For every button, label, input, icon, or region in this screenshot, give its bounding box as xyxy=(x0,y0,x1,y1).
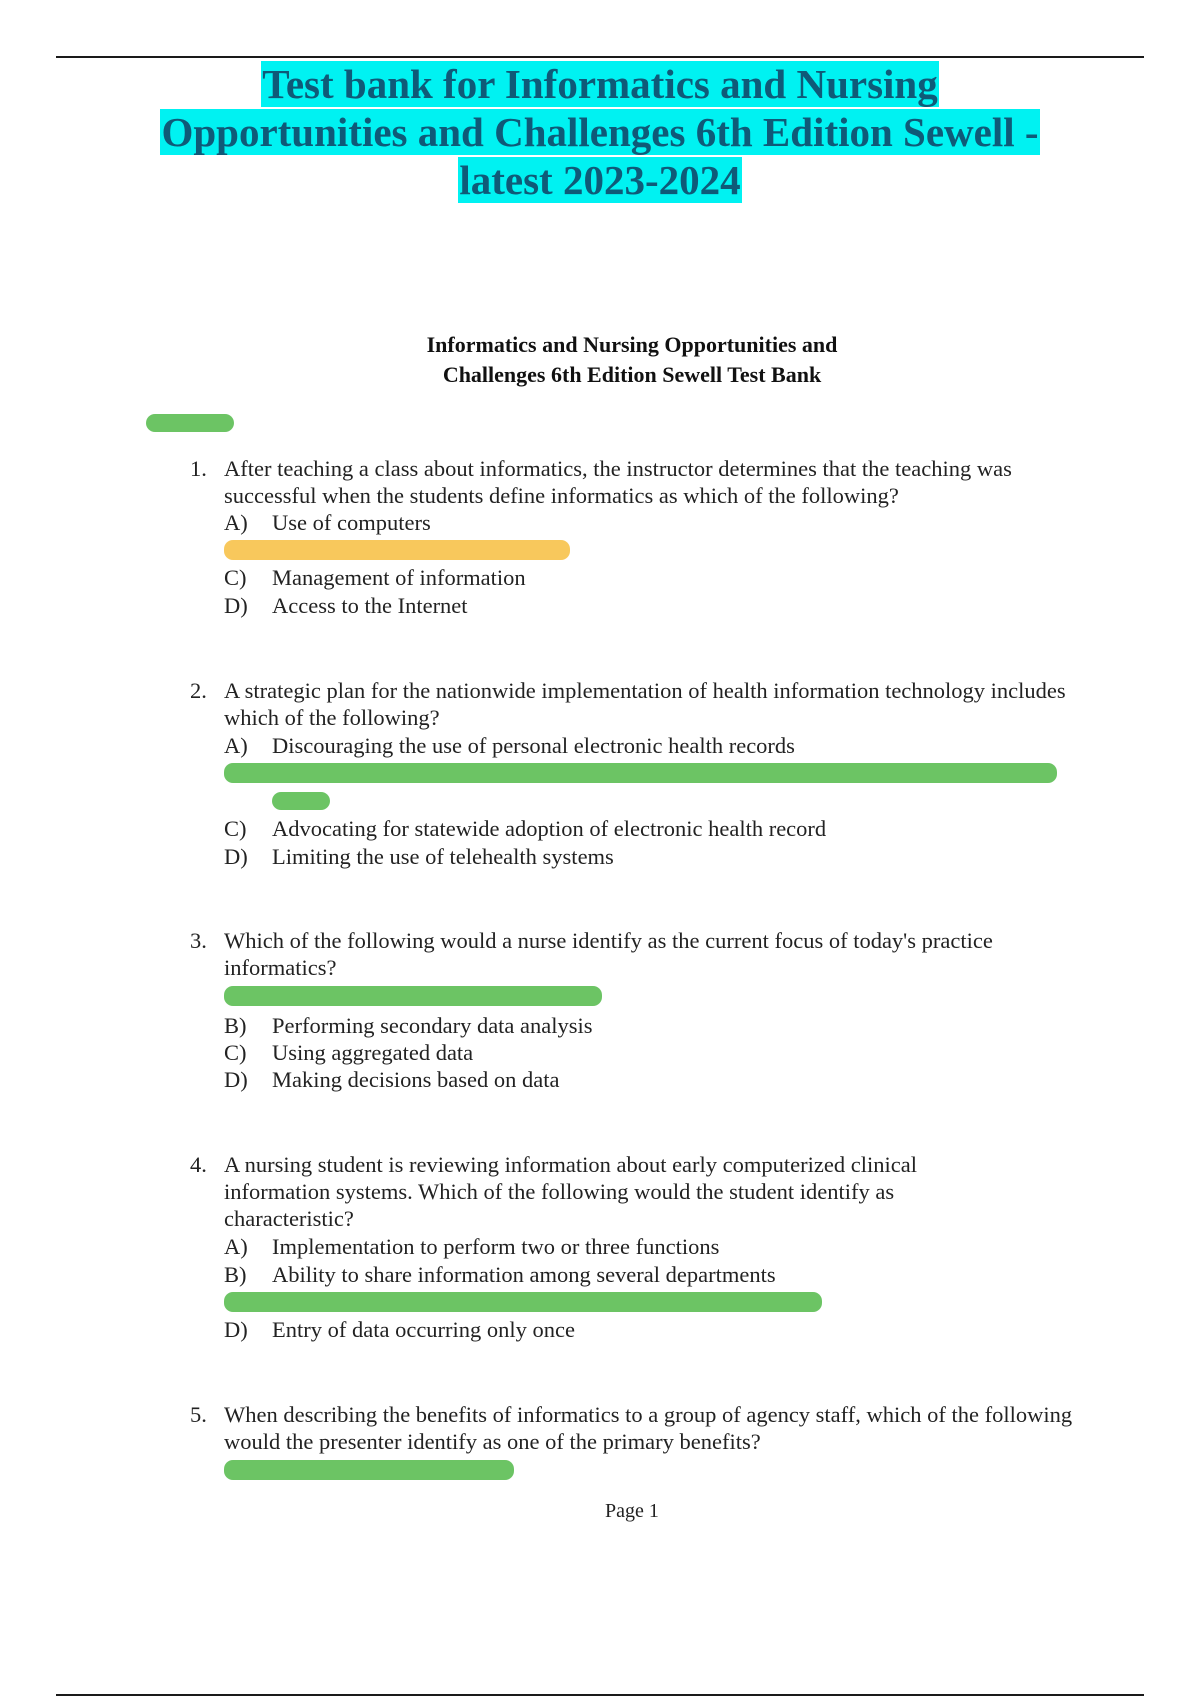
q3-option-d: D) Making decisions based on data xyxy=(224,1067,560,1092)
q4-option-a: A) Implementation to perform two or three functions xyxy=(224,1234,720,1259)
question-stem: After teaching a class about informatics, the instructor determines that the teaching was successful when the students define informatics as which of the following? xyxy=(224,456,1012,508)
question-stem: A strategic plan for the nationwide implementation of health information technology includes which of the following? xyxy=(224,678,1066,730)
q1-option-a: A) Use of computers xyxy=(224,510,431,535)
question-2 xyxy=(190,677,1090,733)
q4-option-d: D) Entry of data occurring only once xyxy=(224,1317,576,1342)
question-number: 2. xyxy=(190,678,207,703)
bottom-rule xyxy=(56,1694,1144,1696)
question-1 xyxy=(190,455,1090,511)
q3-option-b: B) Performing secondary data analysis xyxy=(224,1013,593,1038)
question-4 xyxy=(190,1151,1090,1233)
question-5 xyxy=(190,1401,1090,1457)
subtitle-line-1: Informatics and Nursing Opportunities and xyxy=(426,332,838,357)
q4-answer-highlight xyxy=(224,1292,822,1312)
question-3 xyxy=(190,927,1090,983)
page-number: Page 1 xyxy=(605,1500,659,1522)
question-number: 1. xyxy=(190,456,207,481)
q2-option-c: C) Advocating for statewide adoption of electronic health record xyxy=(224,816,827,841)
q3-answer-highlight xyxy=(224,986,602,1006)
q1-option-c: C) Management of information xyxy=(224,565,526,590)
question-number: 4. xyxy=(190,1152,207,1177)
question-number: 5. xyxy=(190,1402,207,1427)
top-rule xyxy=(56,56,1144,58)
question-number: 3. xyxy=(190,928,207,953)
q2-answer-highlight xyxy=(224,763,1057,783)
q2-option-d: D) Limiting the use of telehealth systems xyxy=(224,844,614,869)
q5-answer-highlight xyxy=(224,1460,514,1480)
document-title: Test bank for Informatics and Nursing Opportunities and Challenges 6th Edition Sewell - latest 2023-2024 xyxy=(161,61,1039,203)
q3-option-c: C) Using aggregated data xyxy=(224,1040,474,1065)
q2-option-a: A) Discouraging the use of personal electronic health records xyxy=(224,733,795,758)
document-subtitle xyxy=(300,330,964,390)
q1-option-d: D) Access to the Internet xyxy=(224,593,468,618)
redaction-mark xyxy=(146,414,234,432)
q2-answer-highlight-continuation xyxy=(272,792,330,810)
question-stem: A nursing student is reviewing information about early computerized clinical information systems. Which of the following would the student identify as characteristic? xyxy=(224,1152,917,1231)
q1-answer-highlight xyxy=(224,540,570,560)
q4-option-b: B) Ability to share information among several departments xyxy=(224,1262,776,1287)
question-stem: Which of the following would a nurse identify as the current focus of today's practice informatics? xyxy=(224,928,993,980)
question-stem: When describing the benefits of informatics to a group of agency staff, which of the following would the presenter identify as one of the primary benefits? xyxy=(224,1402,1073,1454)
subtitle-line-2: Challenges 6th Edition Sewell Test Bank xyxy=(442,362,822,387)
